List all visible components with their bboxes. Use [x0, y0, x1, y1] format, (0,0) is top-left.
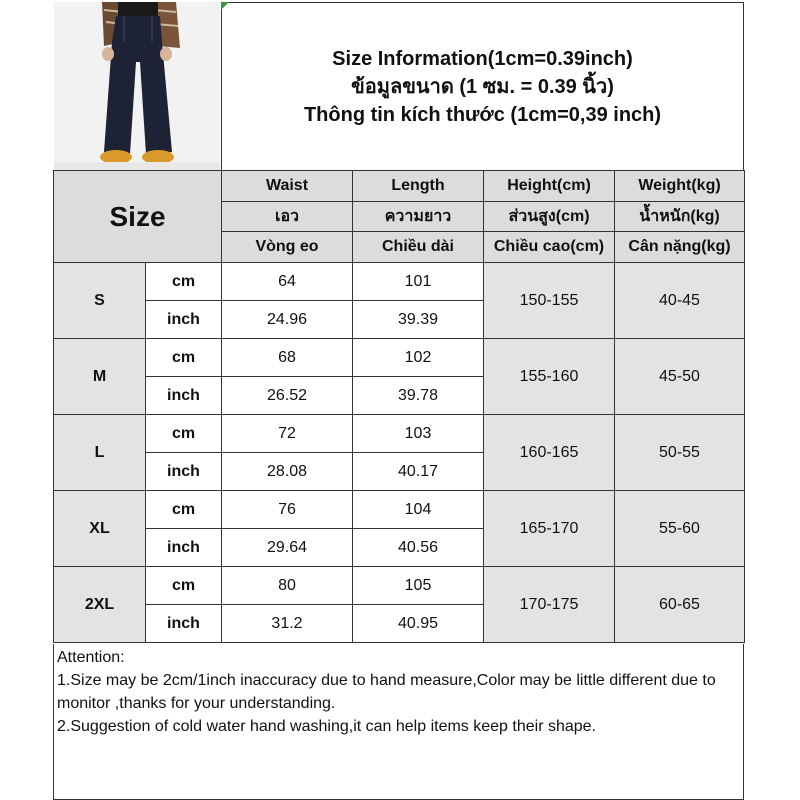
weight-range: 55-60 [615, 491, 745, 567]
corner-marker-icon [221, 2, 229, 10]
waist-cm: 76 [222, 491, 353, 529]
attention-line-2: 2.Suggestion of cold water hand washing,it can help items keep their shape. [57, 718, 596, 735]
product-photo-wide-leg-jeans-icon [54, 2, 220, 170]
col-waist-en: Waist [222, 171, 353, 202]
unit-cm: cm [146, 263, 222, 301]
weight-range: 60-65 [615, 567, 745, 643]
col-weight-th: น้ำหนัก(kg) [615, 202, 745, 232]
waist-cm: 64 [222, 263, 353, 301]
col-length-en: Length [353, 171, 484, 202]
col-weight-vi: Cân nặng(kg) [615, 232, 745, 263]
size-label: 2XL [54, 567, 146, 643]
length-cm: 103 [353, 415, 484, 453]
height-range: 170-175 [484, 567, 615, 643]
unit-inch: inch [146, 605, 222, 643]
table-row [54, 263, 745, 301]
height-range: 155-160 [484, 339, 615, 415]
col-height-th: ส่วนสูง(cm) [484, 202, 615, 232]
length-cm: 101 [353, 263, 484, 301]
col-waist-vi: Vòng eo [222, 232, 353, 263]
length-inch: 40.56 [353, 529, 484, 567]
size-label: L [54, 415, 146, 491]
unit-cm: cm [146, 415, 222, 453]
weight-range: 40-45 [615, 263, 745, 339]
col-height-vi: Chiều cao(cm) [484, 232, 615, 263]
weight-range: 50-55 [615, 415, 745, 491]
length-cm: 105 [353, 567, 484, 605]
unit-cm: cm [146, 491, 222, 529]
table-row [54, 491, 745, 529]
unit-inch: inch [146, 301, 222, 339]
unit-inch: inch [146, 453, 222, 491]
unit-cm: cm [146, 567, 222, 605]
size-information-header [221, 2, 744, 170]
height-range: 165-170 [484, 491, 615, 567]
col-height-en: Height(cm) [484, 171, 615, 202]
length-inch: 40.17 [353, 453, 484, 491]
length-inch: 39.39 [353, 301, 484, 339]
attention-title: Attention: [57, 649, 125, 666]
size-chart-table [53, 170, 745, 643]
waist-cm: 80 [222, 567, 353, 605]
unit-cm: cm [146, 339, 222, 377]
waist-inch: 24.96 [222, 301, 353, 339]
table-row [54, 339, 745, 377]
waist-inch: 26.52 [222, 377, 353, 415]
header-title-vi: Thông tin kích thước (1cm=0,39 inch) [303, 103, 662, 126]
header-title-th: ข้อมูลขนาด (1 ซม. = 0.39 นิ้ว) [351, 75, 614, 98]
col-length-th: ความยาว [353, 202, 484, 232]
size-label: S [54, 263, 146, 339]
waist-cm: 72 [222, 415, 353, 453]
height-range: 160-165 [484, 415, 615, 491]
size-label: M [54, 339, 146, 415]
attention-line-1: 1.Size may be 2cm/1inch inaccuracy due to hand measure,Color may be little different due to monitor ,thanks for your understanding. [57, 672, 716, 712]
size-header: Size [54, 171, 222, 263]
col-length-vi: Chiều dài [353, 232, 484, 263]
waist-inch: 29.64 [222, 529, 353, 567]
waist-cm: 68 [222, 339, 353, 377]
height-range: 150-155 [484, 263, 615, 339]
length-cm: 104 [353, 491, 484, 529]
attention-notes [53, 644, 744, 800]
size-label: XL [54, 491, 146, 567]
table-row [54, 567, 745, 605]
table-row [54, 415, 745, 453]
length-cm: 102 [353, 339, 484, 377]
waist-inch: 31.2 [222, 605, 353, 643]
waist-inch: 28.08 [222, 453, 353, 491]
col-weight-en: Weight(kg) [615, 171, 745, 202]
product-photo [54, 2, 220, 170]
col-waist-th: เอว [222, 202, 353, 232]
unit-inch: inch [146, 529, 222, 567]
weight-range: 45-50 [615, 339, 745, 415]
unit-inch: inch [146, 377, 222, 415]
length-inch: 39.78 [353, 377, 484, 415]
header-title-en: Size Information(1cm=0.39inch) [332, 47, 633, 70]
length-inch: 40.95 [353, 605, 484, 643]
